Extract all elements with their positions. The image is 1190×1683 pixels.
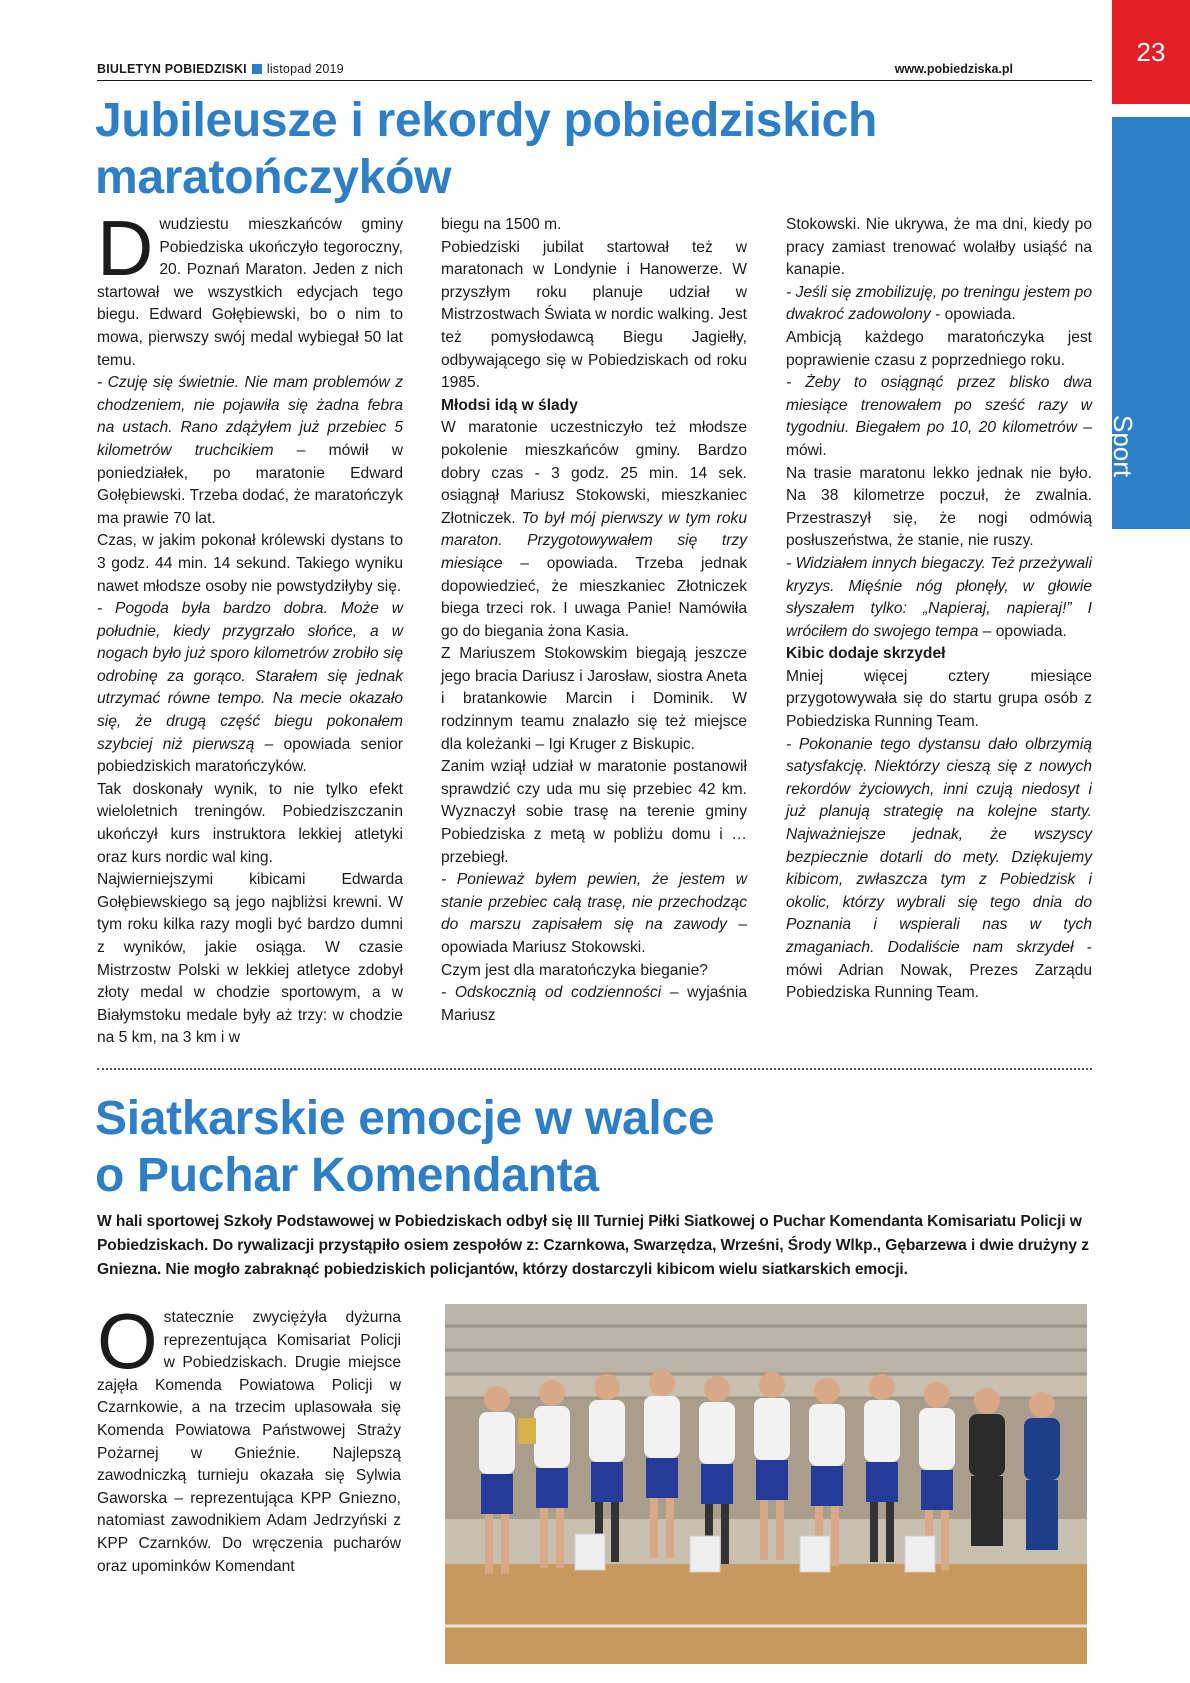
paragraph: Zanim wziął udział w maratonie postanowił sprawdzić czy uda mu się przebiec 42 km. Wyznaczył sobie trasę na terenie gminy Pobiedziska z metą w pobliżu domu i … przebiegł. (441, 758, 747, 866)
article-lead: W hali sportowej Szkoły Podstawowej w Pobiedziskach odbył się III Turniej Piłki Siatkowej o Puchar Komendanta Komisariatu Policji w Pobiedziskach. Do rywalizacji przystąpiło osiem zespołów z: Czarnkowa, Swarzędza, Wrześni, Środy Wlkp., Gębarzewa i dwie drużyny z Gniezna. Nie mogło zabraknąć pobiedziskich policjantów, którzy dostarczyli kibicom wielu siatkarskich emocji. (97, 1213, 1089, 1278)
paragraph: Pobiedziski jubilat startował też w maratonach w Londynie i Hanowerze. W przyszłym roku planuje udział w Mistrzostwach Świata w nordic walking. Jest też pomysłodawcą Biegu Jagiełły, odbywającego się w Pobiedziskach od roku 1985. (441, 238, 747, 392)
page-number: 23 (1112, 0, 1190, 104)
article-title-marathon (95, 92, 877, 206)
article2-column-1 (97, 1297, 401, 1578)
quote-paragraph: - Jeśli się zmobilizuję, po treningu jestem po dwakroć zadowolony - opowiada. (786, 283, 1092, 324)
title-line: maratończyków (95, 151, 452, 204)
paragraph: Stokowski. Nie ukrywa, że ma dni, kiedy po pracy zamiast trenować wolałby usiąść na kanapie. (786, 216, 1092, 279)
drop-cap: O (97, 1297, 158, 1385)
team-photo (445, 1304, 1087, 1664)
paragraph: Na trasie maratonu lekko jednak nie było. Na 38 kilometrze poczuł, że zwalnia. Przestraszył się, że nogi odmówią posłuszeństwa, że stanie, nie ruszy. (786, 464, 1092, 550)
website-url: www.pobiedziska.pl (894, 62, 1013, 76)
quote-paragraph: - Żeby to osiągnąć przez blisko dwa miesiące trenowałem po sześć razy w tygodniu. Biegałem po 10, 20 kilometrów – mówi. (786, 374, 1092, 459)
issue-date: listopad 2019 (266, 62, 344, 76)
article-title-volleyball (95, 1090, 714, 1204)
title-line: o Puchar Komendanta (95, 1149, 599, 1202)
title-line: Jubileusze i rekordy pobiedziskich (95, 94, 878, 147)
paragraph: Tak doskonały wynik, to nie tylko efekt wieloletnich treningów. Pobiedziszczanin ukończył kurs instruktora lekkiej atletyki oraz kurs nordic wal king. (97, 780, 403, 866)
team-photo-illustration (445, 1304, 1087, 1664)
drop-cap: D (97, 204, 154, 292)
header-issue-info (97, 62, 344, 76)
paragraph: Czym jest dla maratończyka bieganie? (441, 961, 708, 979)
paragraph: Z Mariuszem Stokowskim biegają jeszcze jego bracia Dariusz i Jarosław, siostra Aneta i bratankowie Marcin i Dominik. W rodzinnym teamu znalazło się też miejsce dla koleżanki – Igi Kruger z Biskupic. (441, 645, 747, 753)
quote-paragraph: - Widziałem innych biegaczy. Też przeżywali kryzys. Mięśnie nóg płonęły, w głowie słyszałem tylko: „Napieraj, napieraj!” I wróciłem do swojego tempa – opowiada. (786, 554, 1092, 640)
quote-paragraph: - Pokonanie tego dystansu dało olbrzymią satysfakcję. Niektórzy cieszą się z nowych rekordów życiowych, inni czują niedosyt i już planują strategię na kolejne starty. Najważniejsze jednak, że wszyscy bezpiecznie dotarli do mety. Dziękujemy kibicom, zwłaszcza tym z Pobiedzisk i okolic, którzy wybrali się tego dnia do Poznania i wspierali nas w tych zmaganiach. Dodaliście nam skrzydeł - mówi Adrian Nowak, Prezes Zarządu Pobiedziska Running Team. (786, 735, 1092, 1002)
paragraph: biegu na 1500 m. (441, 216, 562, 233)
header-rule (97, 80, 1092, 81)
article1-column-3 (786, 214, 1092, 1005)
paragraph: W maratonie uczestniczyło też młodsze pokolenie mieszkańców gminy. Bardzo dobry czas - 3 godz. 25 min. 14 sek. osiągnął Mariusz Stokowski, mieszkaniec Złotniczek. To był mój pierwszy w tym roku maraton. Przygotowywałem się trzy miesiące – opowiada. Trzeba jednak dopowiedzieć, że mieszkaniec Złotniczek biega trzeci rok. I uwaga Panie! Namówiła go do biegania żona Kasia. (441, 419, 747, 640)
paragraph: Ostatecznie zwyciężyła dyżurna reprezentująca Komisariat Policji w Pobiedziskach. Drugie miejsce zajęła Komenda Powiatowa Policji w Czarnkowie, a na trzecim uplasowała się Komenda Powiatowa Państwowej Straży Pożarnej w Gnieźnie. Najlepszą zawodniczką turnieju okazała się Sylwia Gaworska – reprezentująca KPP Gniezno, natomiast zawodnikiem Adam Jedrzyński z KPP Czarnków. Do wręczenia pucharów oraz upominków Komendant (97, 1297, 401, 1575)
section-tab (1108, 117, 1190, 529)
publication-name: BIULETYN POBIEDZISKI (97, 62, 247, 76)
dotted-separator (97, 1068, 1092, 1070)
section-label: Sport (1108, 415, 1138, 478)
quote-paragraph: - Ponieważ byłem pewien, że jestem w stanie przebiec całą trasę, nie przechodząc do marszu zapisałem się na zawody – opowiada Mariusz Stokowski. (441, 871, 747, 956)
paragraph: Najwierniejszymi kibicami Edwarda Gołębiewskiego są jego najbliżsi krewni. W tym roku kilka razy mogli być bardzo dumni z wyników, jakie osiąga. W czasie Mistrzostw Polski w lekkiej atletyce zdobył złoty medal w chodzie sportowym, a w Białymstoku medale były aż trzy: w chodzie na 5 km, na 3 km i w (97, 871, 403, 1047)
article1-column-1 (97, 204, 403, 1050)
quote-paragraph: - Pogoda była bardzo dobra. Może w południe, kiedy przygrzało słońce, a w nogach było już sporo kilometrów zrobiło się odrobinę za gorąco. Starałem się jednak utrzymać równe tempo. Na mecie okazało się, że drugą część biegu pokonałem szybciej niż pierwszą – opowiada senior pobiedziskich maratończyków. (97, 600, 403, 776)
paragraph: Czas, w jakim pokonał królewski dystans to 3 godz. 44 min. 14 sekund. Takiego wyniku nawet młodsze osoby nie powstydziłyby się. (97, 532, 403, 595)
paragraph: Dwudziestu mieszkańców gminy Pobiedziska ukończyło tegoroczny, 20. Poznań Maraton. Jeden z nich startował we wszystkich edycjach tego biegu. Edward Gołębiewski, bo o nim to mowa, pierwszy swój medal wybiegał 50 lat temu. (97, 204, 403, 369)
article1-column-2 (441, 214, 747, 1027)
quote-paragraph: - Czuję się świetnie. Nie mam problemów z chodzeniem, nie pojawiła się żadna febra na ustach. Rano zdążyłem już przebiec 5 kilometrów truchcikiem – mówił w poniedziałek, po maratonie Edward Gołębiewski. Trzeba dodać, że maratończyk ma prawie 70 lat. (97, 374, 403, 527)
paragraph: Ambicją każdego maratończyka jest poprawienie czasu z poprzedniego roku. (786, 328, 1092, 369)
blue-square-icon (252, 64, 262, 74)
paragraph: Mniej więcej cztery miesiące przygotowywała się do startu grupa osób z Pobiedziska Running Team. (786, 667, 1092, 731)
title-line: Siatkarskie emocje w walce (95, 1092, 715, 1145)
subheading: Kibic dodaje skrzydeł (786, 645, 946, 663)
subheading: Młodsi idą w ślady (441, 396, 578, 414)
quote-paragraph: - Odskocznią od codzienności – wyjaśnia Mariusz (441, 984, 747, 1024)
